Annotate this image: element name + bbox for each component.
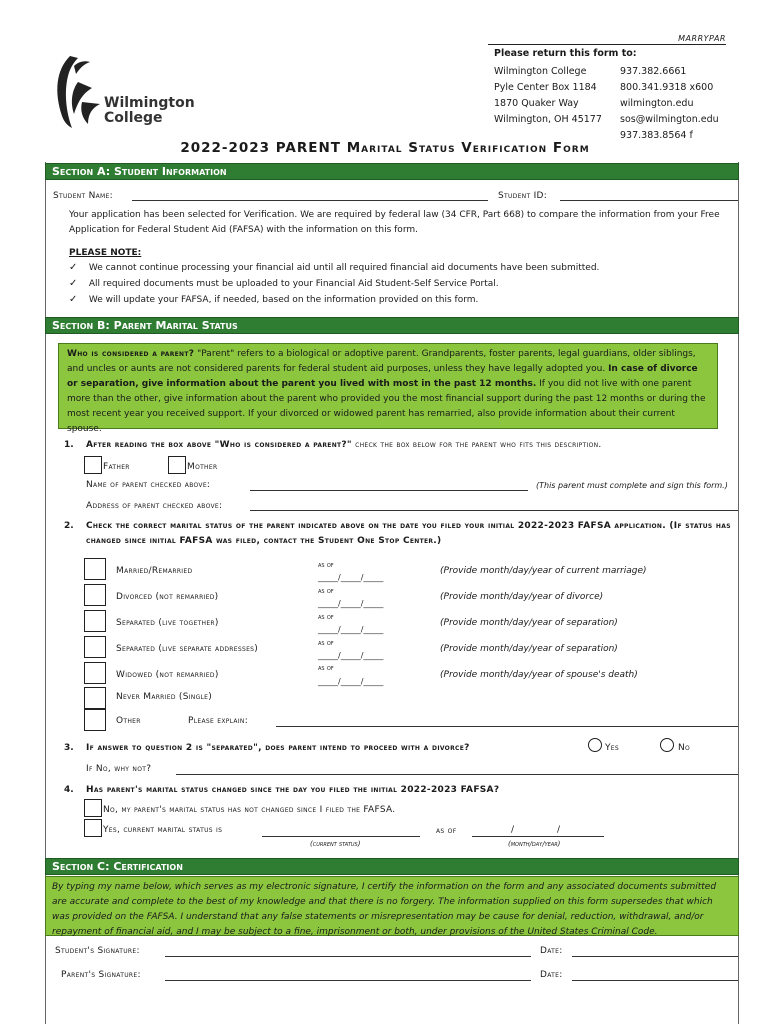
- check-icon: ✓: [69, 278, 78, 289]
- status-married-hint: (Provide month/day/year of current marriage): [440, 566, 647, 576]
- note-item: ✓ We will update your FAFSA, if needed, based on the information provided on this form.: [69, 294, 479, 305]
- mother-checkbox[interactable]: [168, 456, 186, 474]
- please-explain-label: Please explain:: [188, 716, 249, 726]
- student-name-label: Student Name:: [53, 191, 113, 201]
- q1-text: After reading the box above "Who is considered a parent?" check the box below for the parent who fits this description.: [86, 440, 602, 450]
- status-widowed-hint: (Provide month/day/year of spouse's death): [440, 670, 638, 680]
- student-id-field[interactable]: [560, 200, 738, 201]
- return-contact: 937.382.6661 800.341.9318 x600 wilmington.edu sos@wilmington.edu 937.383.8564 f: [620, 66, 719, 141]
- return-address: Wilmington College Pyle Center Box 1184 1870 Quaker Way Wilmington, OH 45177: [494, 66, 602, 125]
- father-label: Father: [103, 462, 130, 472]
- date-blank[interactable]: _____/_____/_____: [318, 677, 384, 686]
- status-widowed-checkbox[interactable]: [84, 662, 106, 684]
- q3-number: 3.: [64, 743, 74, 753]
- q3-text: If answer to question 2 is "separated", does parent intend to proceed with a divorce?: [86, 743, 470, 753]
- as-of-label: as of: [318, 561, 334, 569]
- q4-text: Has parent's marital status changed since the day you filed the initial 2022-2023 FAFSA?: [86, 785, 500, 795]
- date-blank[interactable]: _____/_____/_____: [318, 625, 384, 634]
- status-never-married-checkbox[interactable]: [84, 687, 106, 709]
- parent-signature-label: Parent's Signature:: [61, 970, 141, 980]
- box-lead: Who is considered a parent?: [67, 349, 195, 359]
- q1-number: 1.: [64, 440, 74, 450]
- status-separated-apart-checkbox[interactable]: [84, 636, 106, 658]
- status-separated-apart-label: Separated (live separate addresses): [116, 644, 259, 654]
- status-married-label: Married/Remarried: [116, 566, 193, 576]
- parent-address-field[interactable]: [250, 510, 738, 511]
- if-no-label: If No, why not?: [86, 764, 152, 774]
- why-not-field[interactable]: [176, 774, 738, 775]
- return-heading: Please return this form to:: [494, 48, 637, 59]
- certification-text: By typing my name below, which serves as my electronic signature, I certify the information on the form and any associated documents submitted are accurate and complete to the best of my knowledge and that there is no forgery. The information supplied on this form supersedes that which was provided on the FAFSA. I understand that any false statements or misrepresentation may be cause for denial, reduction, withdrawal, and/or repayment of financial aid, and I may be subject to a fine, imprisonment or both, under provisions of the United States Criminal Code.: [45, 876, 739, 936]
- intro-text: Your application has been selected for Verification. We are required by federal law (34 CFR, Part 668) to compare the information from your Free Application for Federal Student Aid (FAFSA) with the information on this form.: [69, 210, 720, 235]
- date-blank[interactable]: _____/_____/_____: [318, 599, 384, 608]
- as-of-label: as of: [318, 664, 334, 672]
- status-other-label: Other: [116, 716, 141, 726]
- parent-date-label: Date:: [540, 970, 563, 980]
- q4-no-label: No, my parent's marital status has not changed since I filed the FAFSA.: [103, 805, 396, 815]
- status-divorced-hint: (Provide month/day/year of divorce): [440, 592, 604, 602]
- check-icon: ✓: [69, 262, 78, 273]
- mother-label: Mother: [187, 462, 218, 472]
- as-of-label: as of: [318, 587, 334, 595]
- parent-name-field[interactable]: [250, 490, 528, 491]
- student-date-label: Date:: [540, 946, 563, 956]
- status-separated-together-label: Separated (live together): [116, 618, 219, 628]
- q4-yes-checkbox[interactable]: [84, 819, 102, 837]
- date-slash: /: [511, 825, 515, 835]
- student-name-field[interactable]: [132, 200, 488, 201]
- q2-number: 2.: [64, 521, 74, 531]
- date-caption: (month/day/year): [508, 840, 561, 848]
- section-c-heading: Section C: Certification: [45, 858, 739, 875]
- q3-yes-label: Yes: [605, 743, 619, 753]
- status-separated-together-checkbox[interactable]: [84, 610, 106, 632]
- q3-yes-radio[interactable]: [588, 738, 602, 752]
- q4-as-of-label: as of: [436, 826, 457, 836]
- date-slash: /: [557, 825, 561, 835]
- section-a-heading: Section A: Student Information: [45, 163, 739, 180]
- q4-no-checkbox[interactable]: [84, 799, 102, 817]
- student-id-label: Student ID:: [498, 191, 548, 201]
- q3-no-radio[interactable]: [660, 738, 674, 752]
- date-blank[interactable]: _____/_____/_____: [318, 573, 384, 582]
- status-divorced-checkbox[interactable]: [84, 584, 106, 606]
- current-status-field[interactable]: [262, 836, 420, 837]
- q3-no-label: No: [678, 743, 691, 753]
- note-item: ✓ All required documents must be uploaded to your Financial Aid Student-Self Service Portal.: [69, 278, 499, 289]
- student-signature-field[interactable]: [165, 956, 531, 957]
- form-code: MARRYPAR: [678, 34, 726, 43]
- parent-address-label: Address of parent checked above:: [86, 501, 223, 511]
- q4-yes-label: Yes, current marital status is: [103, 825, 223, 835]
- status-other-checkbox[interactable]: [84, 709, 106, 731]
- header-rule: [488, 44, 726, 45]
- status-widowed-label: Widowed (not remarried): [116, 670, 219, 680]
- q2-text: Check the correct marital status of the parent indicated above on the date you filed your initial 2022-2023 FAFSA application. (If status has changed since initial FAFSA was filed, contact the Student One Stop Center.): [86, 521, 731, 546]
- note-item: ✓ We cannot continue processing your financial aid until all required financial aid documents have been submitted.: [69, 262, 600, 273]
- parent-signature-field[interactable]: [165, 980, 531, 981]
- parent-definition-box: Who is considered a parent? "Parent" refers to a biological or adoptive parent. Grandparents, foster parents, legal guardians, older siblings, and uncles or aunts are not considered parents for federal student aid purposes, unless they have legally adopted you. In case of divorce or separation, give information about the parent you lived with most in the past 12 months. If you did not live with one parent more than the other, give information about the parent who provided you the most financial support during the past 12 months or during the most recent year you received support. If your divorced or widowed parent has remarried, also provide information about their current spouse.: [58, 343, 718, 429]
- status-separated-apart-hint: (Provide month/day/year of separation): [440, 644, 618, 654]
- status-date-field[interactable]: [472, 836, 604, 837]
- date-blank[interactable]: _____/_____/_____: [318, 651, 384, 660]
- as-of-label: as of: [318, 639, 334, 647]
- notes-list: [69, 260, 599, 308]
- note-heading: PLEASE NOTE:: [69, 248, 142, 258]
- status-separated-together-hint: (Provide month/day/year of separation): [440, 618, 618, 628]
- q4-number: 4.: [64, 785, 74, 795]
- status-divorced-label: Divorced (not remarried): [116, 592, 219, 602]
- parent-note: (This parent must complete and sign this form.): [536, 481, 728, 490]
- explain-field[interactable]: [276, 726, 738, 727]
- parent-date-field[interactable]: [572, 980, 738, 981]
- father-checkbox[interactable]: [84, 456, 102, 474]
- status-married-checkbox[interactable]: [84, 558, 106, 580]
- student-signature-label: Student's Signature:: [55, 946, 140, 956]
- status-never-married-label: Never Married (Single): [116, 692, 213, 702]
- section-b-heading: Section B: Parent Marital Status: [45, 317, 739, 334]
- current-status-caption: (current status): [310, 840, 361, 848]
- form-title: 2022-2023 PARENT Marital Status Verification Form: [180, 140, 590, 156]
- college-wordmark: Wilmington College: [104, 95, 195, 126]
- student-date-field[interactable]: [572, 956, 738, 957]
- parent-name-label: Name of parent checked above:: [86, 480, 211, 490]
- check-icon: ✓: [69, 294, 78, 305]
- as-of-label: as of: [318, 613, 334, 621]
